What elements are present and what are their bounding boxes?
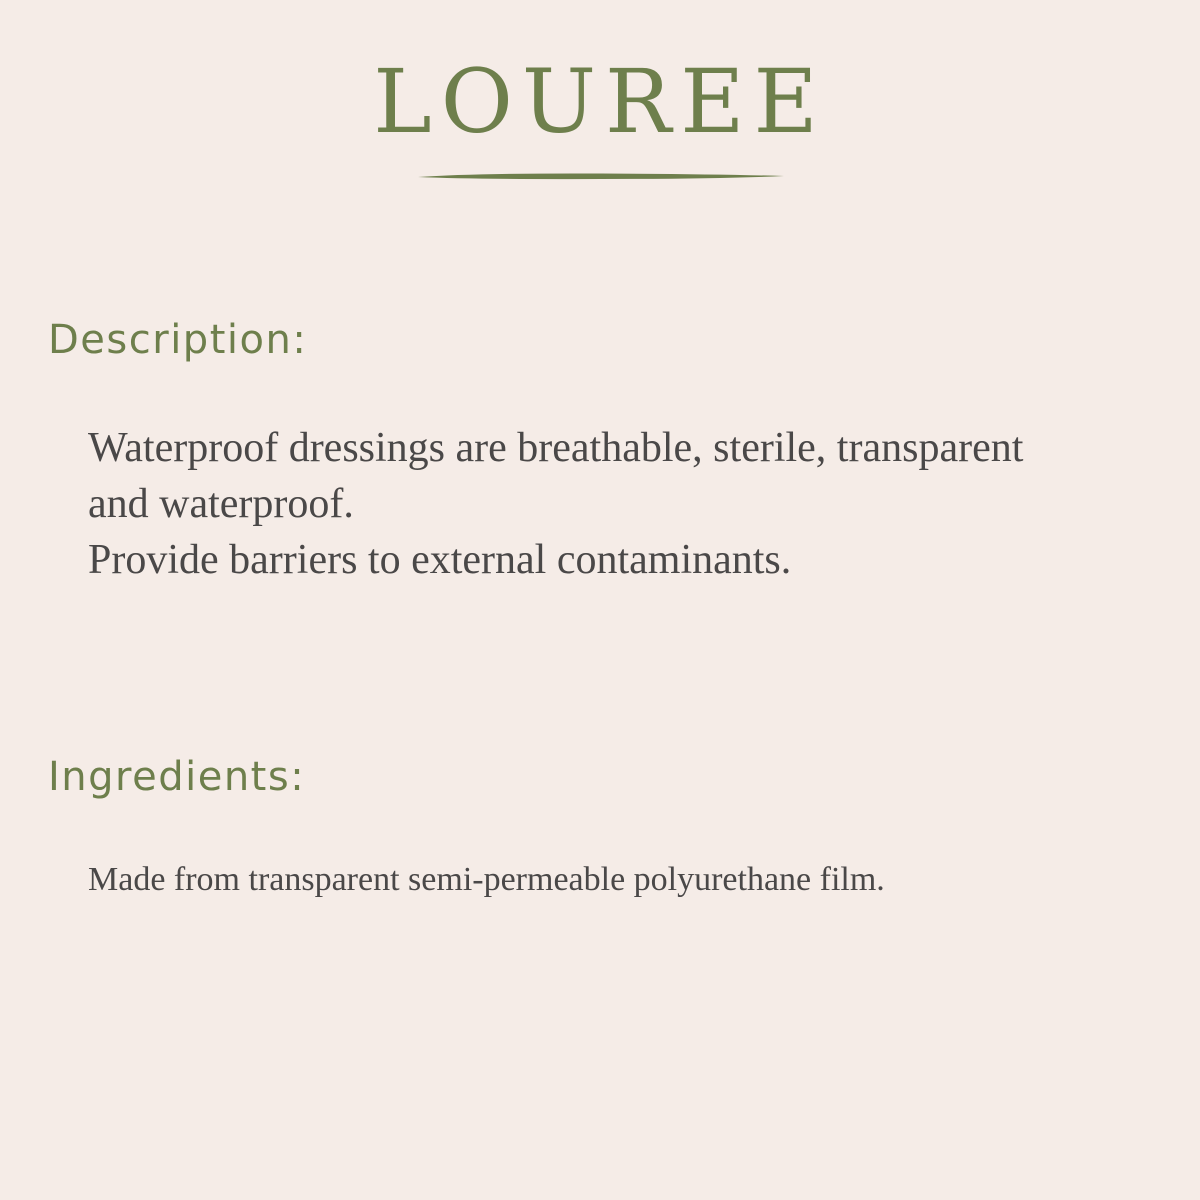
description-line: Provide barriers to external contaminants. xyxy=(88,537,792,583)
description-text xyxy=(88,420,1148,588)
brand-logo: LOUREE xyxy=(373,50,827,153)
description-line: and waterproof. xyxy=(88,481,354,527)
ingredients-text xyxy=(88,858,1148,902)
brush-underline xyxy=(416,170,786,182)
description-line: Waterproof dressings are breathable, sterile, transparent xyxy=(88,425,1024,471)
description-heading: Description: xyxy=(48,317,308,363)
ingredients-line: Made from transparent semi-permeable polyurethane film. xyxy=(88,861,885,898)
ingredients-heading: Ingredients: xyxy=(48,754,306,800)
